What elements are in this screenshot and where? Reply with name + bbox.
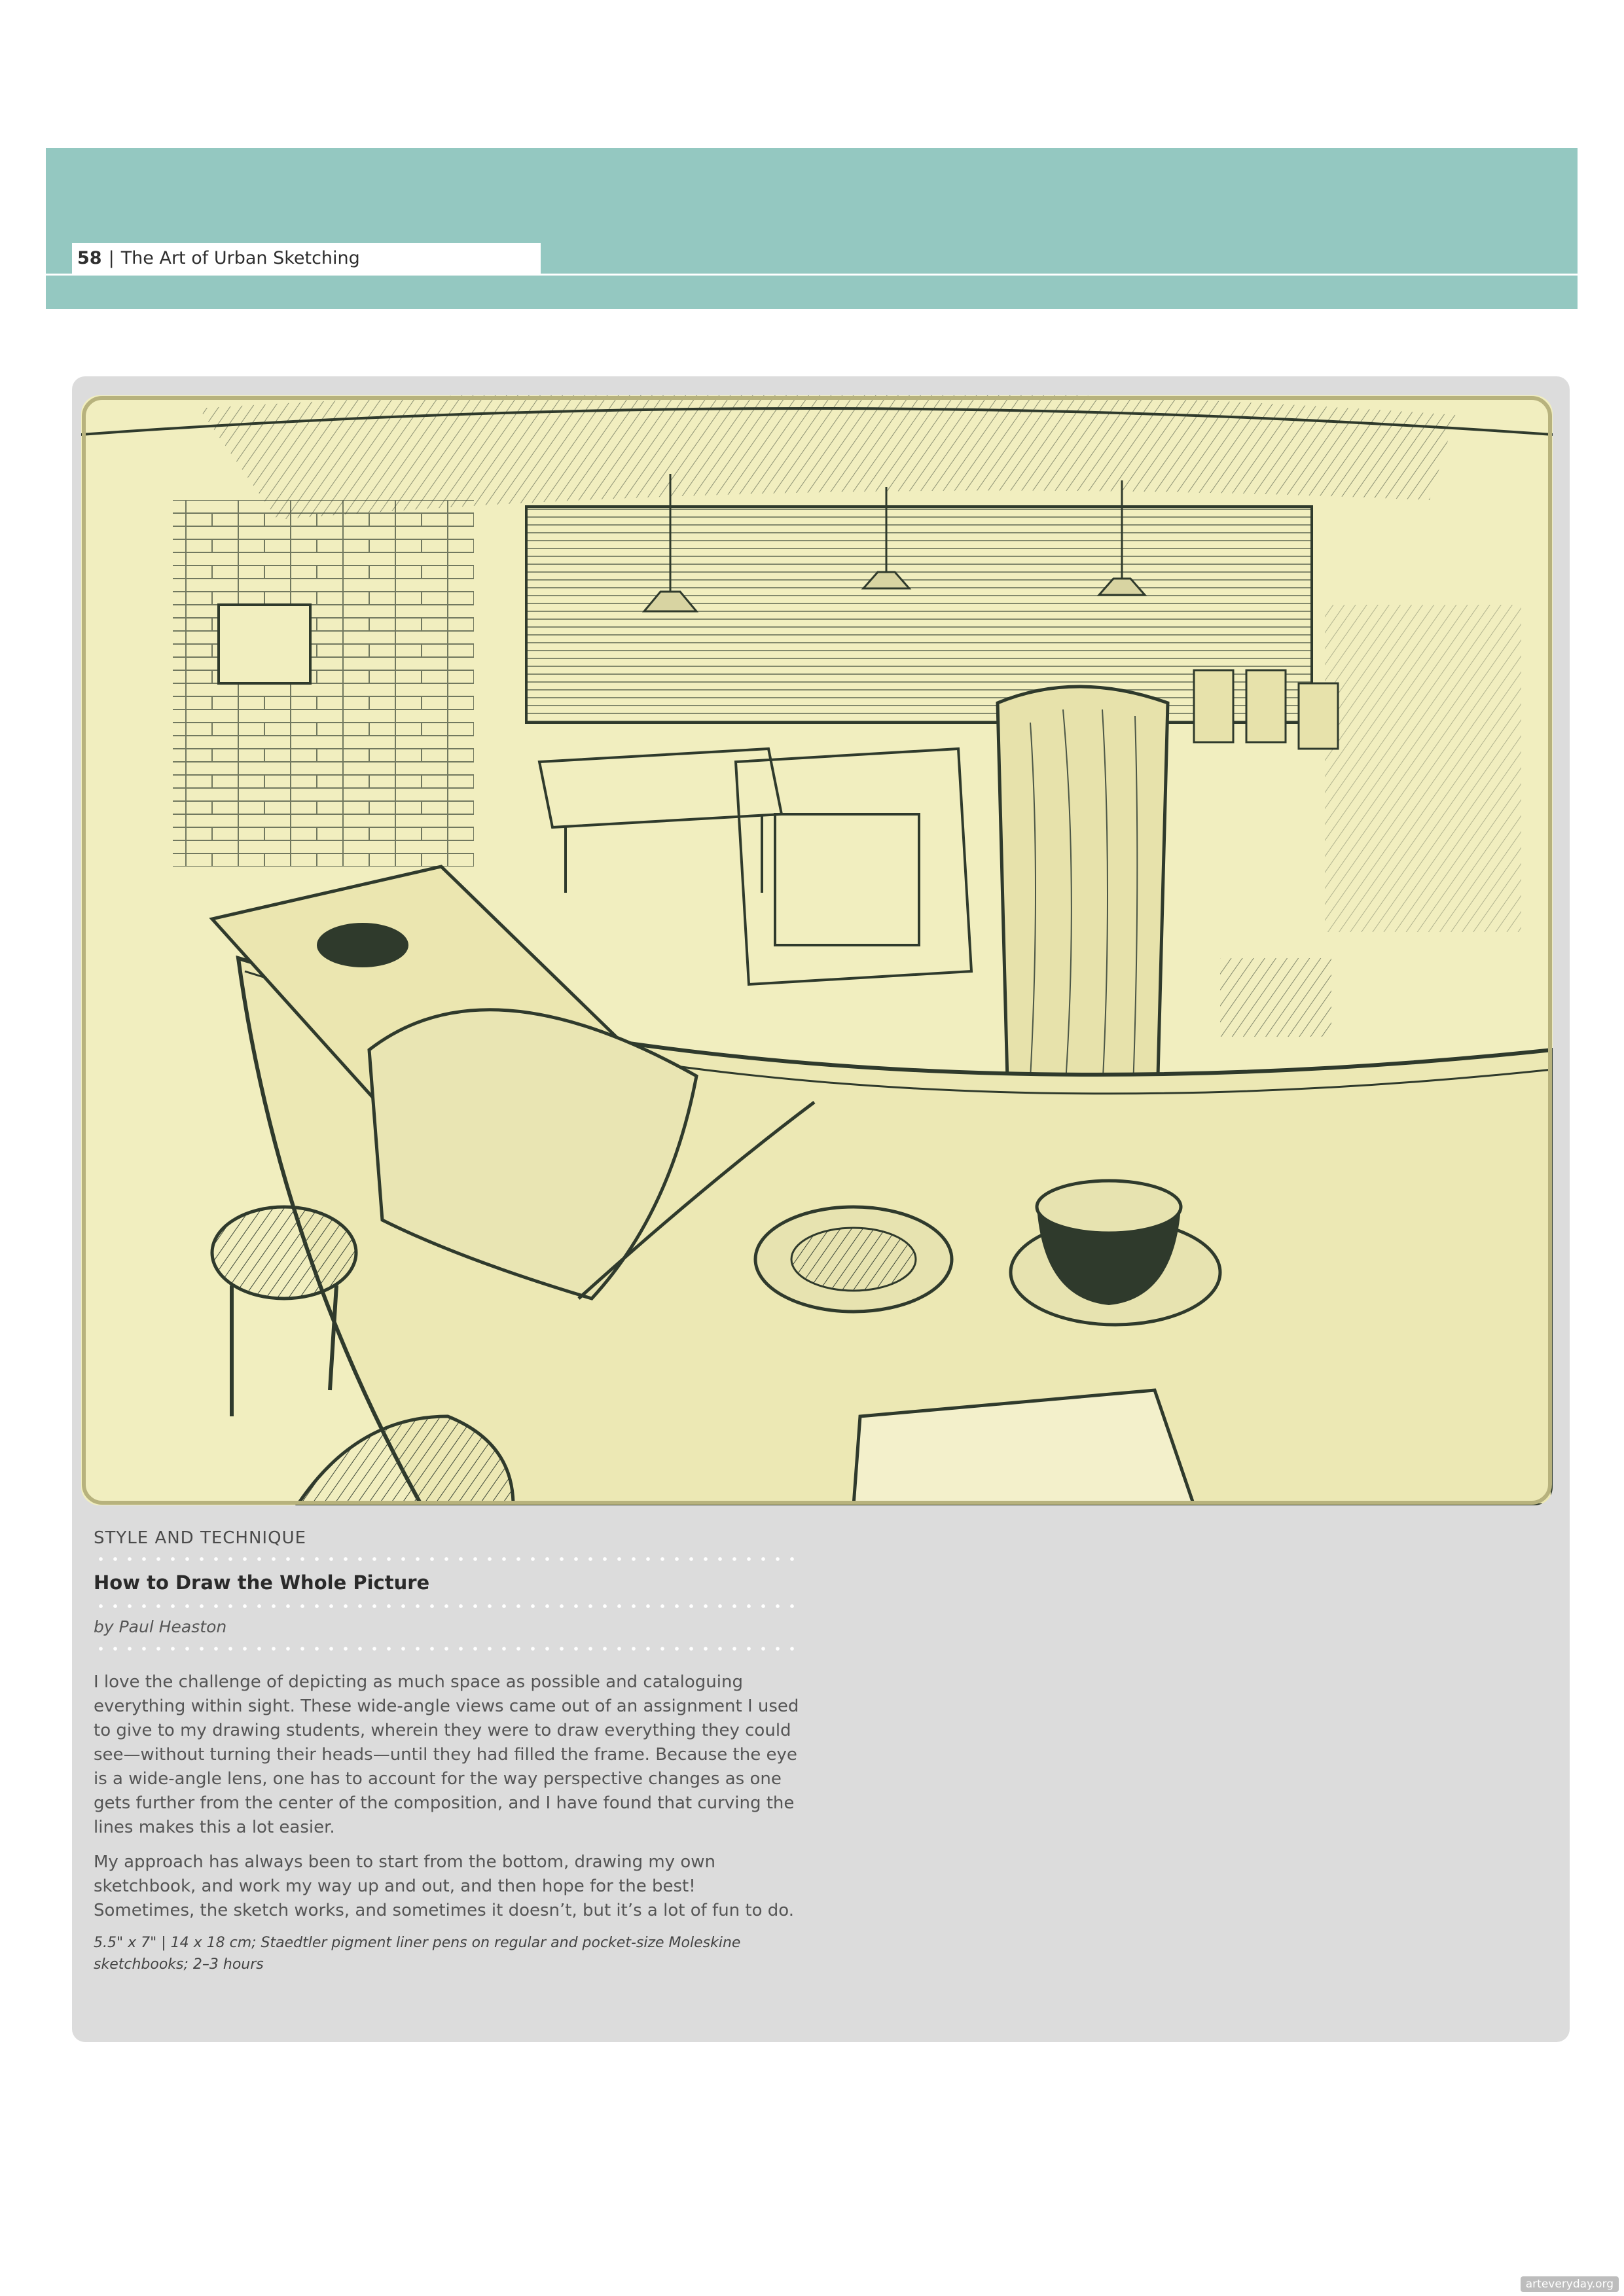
header-separator: | [108, 248, 115, 268]
artwork-specs: 5.5" x 7" | 14 x 18 cm; Staedtler pigment liner pens on regular and pocket-size Moleskine sketchbooks; 2–3 hours [94, 1935, 741, 1973]
watermark: arteveryday.org [1521, 2276, 1619, 2292]
sketch-drawing [81, 395, 1553, 1505]
book-title: The Art of Urban Sketching [120, 248, 360, 268]
dotted-divider [94, 1604, 801, 1608]
header-band [46, 148, 1578, 309]
cafe-sketch-illustration [81, 395, 1553, 1505]
body-paragraph: I love the challenge of depicting as much space as possible and cataloguing everything within sight. These wide-angle views came out of an assignment I used to give to my drawing students, wherein they were to draw everything they could see—without turning their heads—until they had filled the frame. Because the eye is a wide-angle lens, one has to account for the way perspective changes as one gets further from the center of the composition, and I have found that curving the lines makes this a lot easier. [94, 1672, 799, 1837]
byline: by Paul Heaston [94, 1617, 227, 1636]
dotted-divider [94, 1647, 801, 1651]
dotted-divider [94, 1557, 801, 1561]
caption-block [94, 1528, 801, 1975]
page-number: 58 [77, 248, 102, 268]
body-paragraph: My approach has always been to start from the bottom, drawing my own sketchbook, and work my way up and out, and then hope for the best! Sometimes, the sketch works, and sometimes it doesn’t, but it’s a lot of fun to do. [94, 1852, 794, 1920]
section-kicker: STYLE AND TECHNIQUE [94, 1528, 307, 1548]
running-header [72, 243, 541, 274]
article-title: How to Draw the Whole Picture [94, 1571, 430, 1594]
header-rule [46, 274, 1578, 276]
